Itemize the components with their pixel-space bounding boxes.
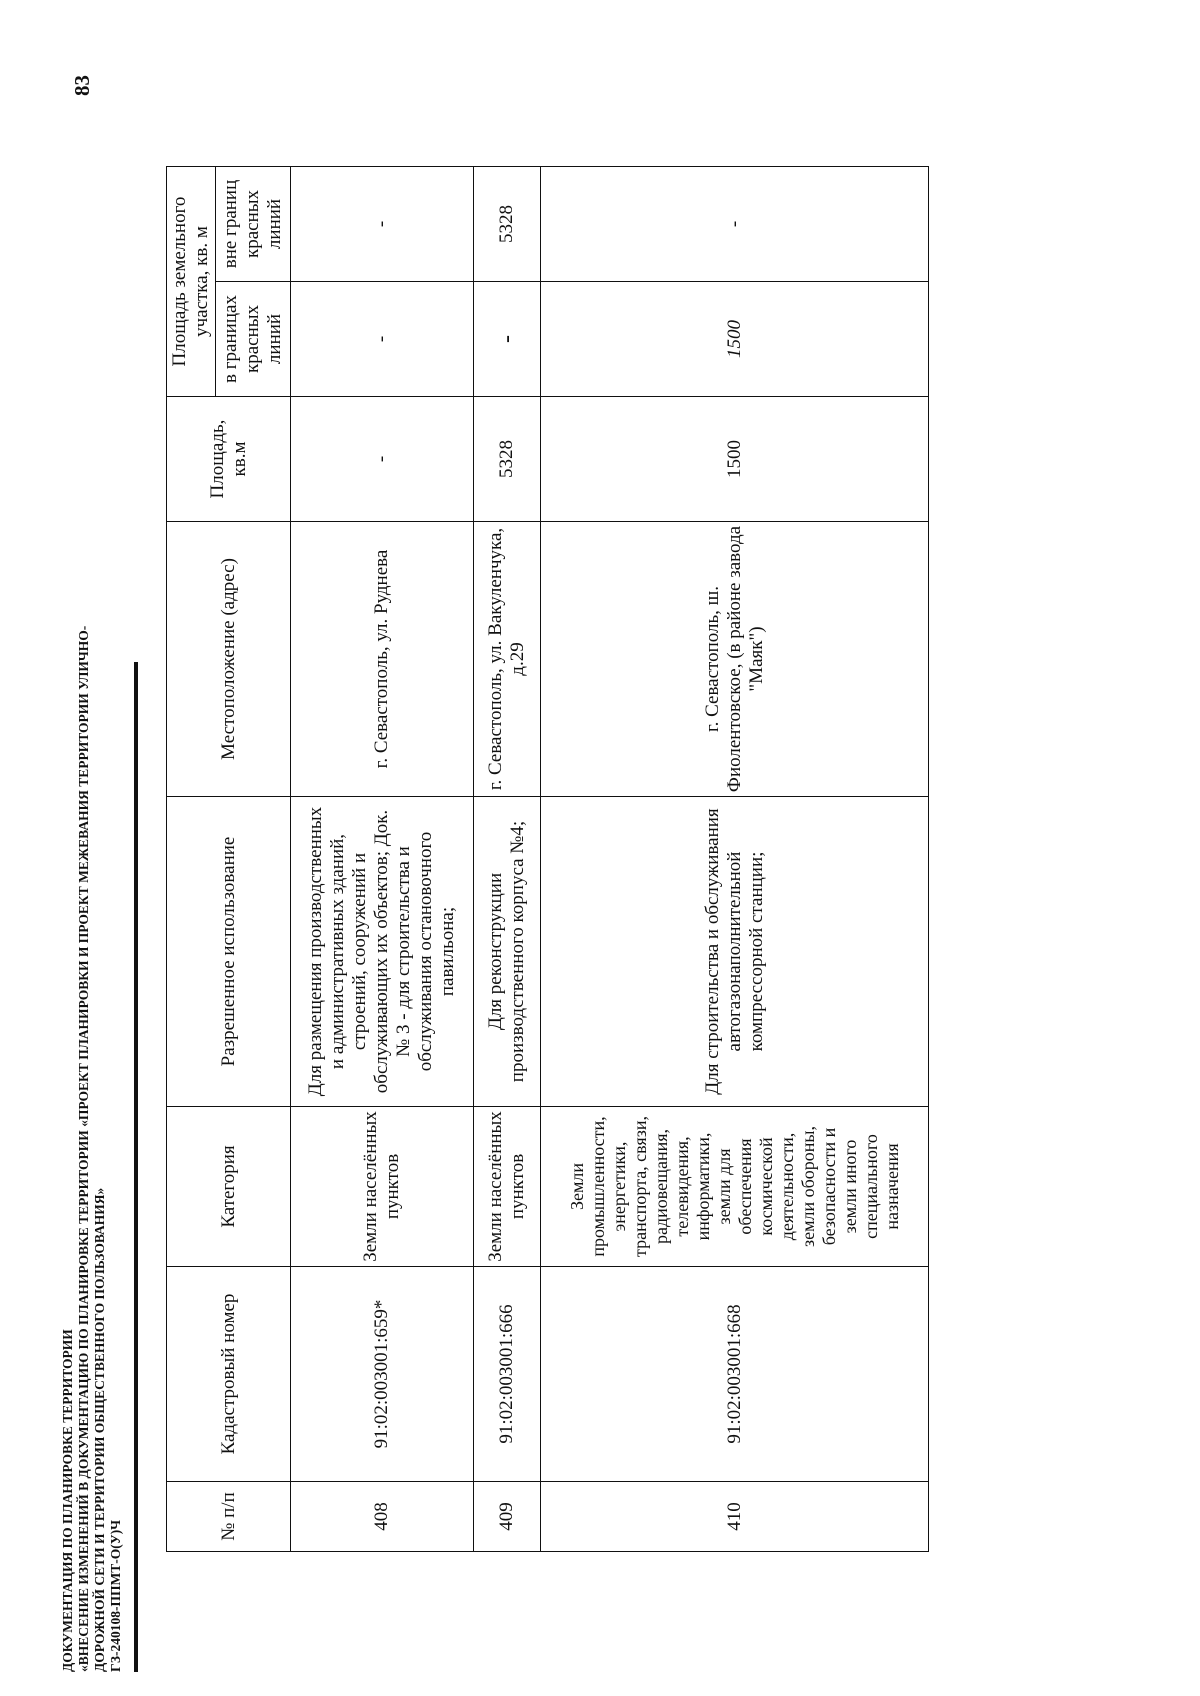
cell-cadastral: 91:02:003001:668 <box>541 1267 929 1482</box>
cell-inside: 1500 <box>541 282 929 397</box>
cell-location: г. Севастополь, ул. Вакуленчука, д.29 <box>474 522 541 797</box>
cell-num: 408 <box>291 1482 474 1552</box>
cell-cadastral: 91:02:003001:659* <box>291 1267 474 1482</box>
header-line: ДОРОЖНОЙ СЕТИ И ТЕРРИТОРИИ ОБЩЕСТВЕННОГО ПОЛЬЗОВАНИЯ» <box>92 1187 107 1672</box>
cell-usage: Для строительства и обслуживания автогазонаполнительной компрессорной станции; <box>541 797 929 1107</box>
cell-location: г. Севастополь, ул. Руднева <box>291 522 474 797</box>
cell-num: 410 <box>541 1482 929 1552</box>
header-plot-area-group: Площадь земельного участка, кв. м <box>167 167 216 397</box>
cell-location: г. Севастополь, ш. Фиолентовское, (в районе завода "Маяк") <box>541 522 929 797</box>
cell-inside: - <box>474 282 541 397</box>
cell-outside: - <box>541 167 929 282</box>
header-outside: вне границ красных линий <box>216 167 291 282</box>
cell-category: Земли промышленности, энергетики, транспорта, связи, радиовещания, телевидения, информатики, земли для обеспечения космической деятельности, земли обороны, безопасности и земли иного специального назначения <box>541 1107 929 1267</box>
table-row <box>291 167 474 1552</box>
header-line: ГЗ-240108-ППМТ-О(У)Ч <box>108 1519 123 1672</box>
cell-inside: - <box>291 282 474 397</box>
cell-outside: - <box>291 167 474 282</box>
header-category: Категория <box>167 1107 291 1267</box>
header-line: «ВНЕСЕНИЕ ИЗМЕНЕНИЙ В ДОКУМЕНТАЦИЮ ПО ПЛАНИРОВКЕ ТЕРРИТОРИИ «ПРОЕКТ ПЛАНИРОВКИ И ПРОЕКТ МЕЖЕВАНИЯ ТЕРРИТОРИИ УЛИЧНО- <box>76 625 91 1672</box>
cell-category: Земли населённых пунктов <box>474 1107 541 1267</box>
header-cadastral: Кадастровый номер <box>167 1267 291 1482</box>
rotated-page-content <box>60 112 1040 1672</box>
header-rule <box>134 662 138 1672</box>
page-number: 83 <box>70 75 94 96</box>
cell-area: 1500 <box>541 397 929 522</box>
cell-category: Земли населённых пунктов <box>291 1107 474 1267</box>
table-header-row <box>167 167 216 1552</box>
header-area: Площадь, кв.м <box>167 397 291 522</box>
document-header <box>60 112 124 1672</box>
table-row <box>541 167 929 1552</box>
table-row <box>474 167 541 1552</box>
cell-cadastral: 91:02:003001:666 <box>474 1267 541 1482</box>
header-line: ДОКУМЕНТАЦИЯ ПО ПЛАНИРОВКЕ ТЕРРИТОРИИ <box>60 1329 75 1672</box>
header-num: № п/п <box>167 1482 291 1552</box>
land-plots-table <box>166 166 929 1552</box>
cell-usage: Для размещения производственных и административных зданий, строений, сооружений и обслуживающих их объектов; Док. № 3 - для строительства и обслуживания остановочного павильона; <box>291 797 474 1107</box>
header-location: Местоположение (адрес) <box>167 522 291 797</box>
cell-usage: Для реконструкции производственного корпуса №4; <box>474 797 541 1107</box>
cell-outside: 5328 <box>474 167 541 282</box>
header-inside: в границах красных линий <box>216 282 291 397</box>
cell-num: 409 <box>474 1482 541 1552</box>
cell-area: - <box>291 397 474 522</box>
cell-area: 5328 <box>474 397 541 522</box>
header-usage: Разрешенное использование <box>167 797 291 1107</box>
